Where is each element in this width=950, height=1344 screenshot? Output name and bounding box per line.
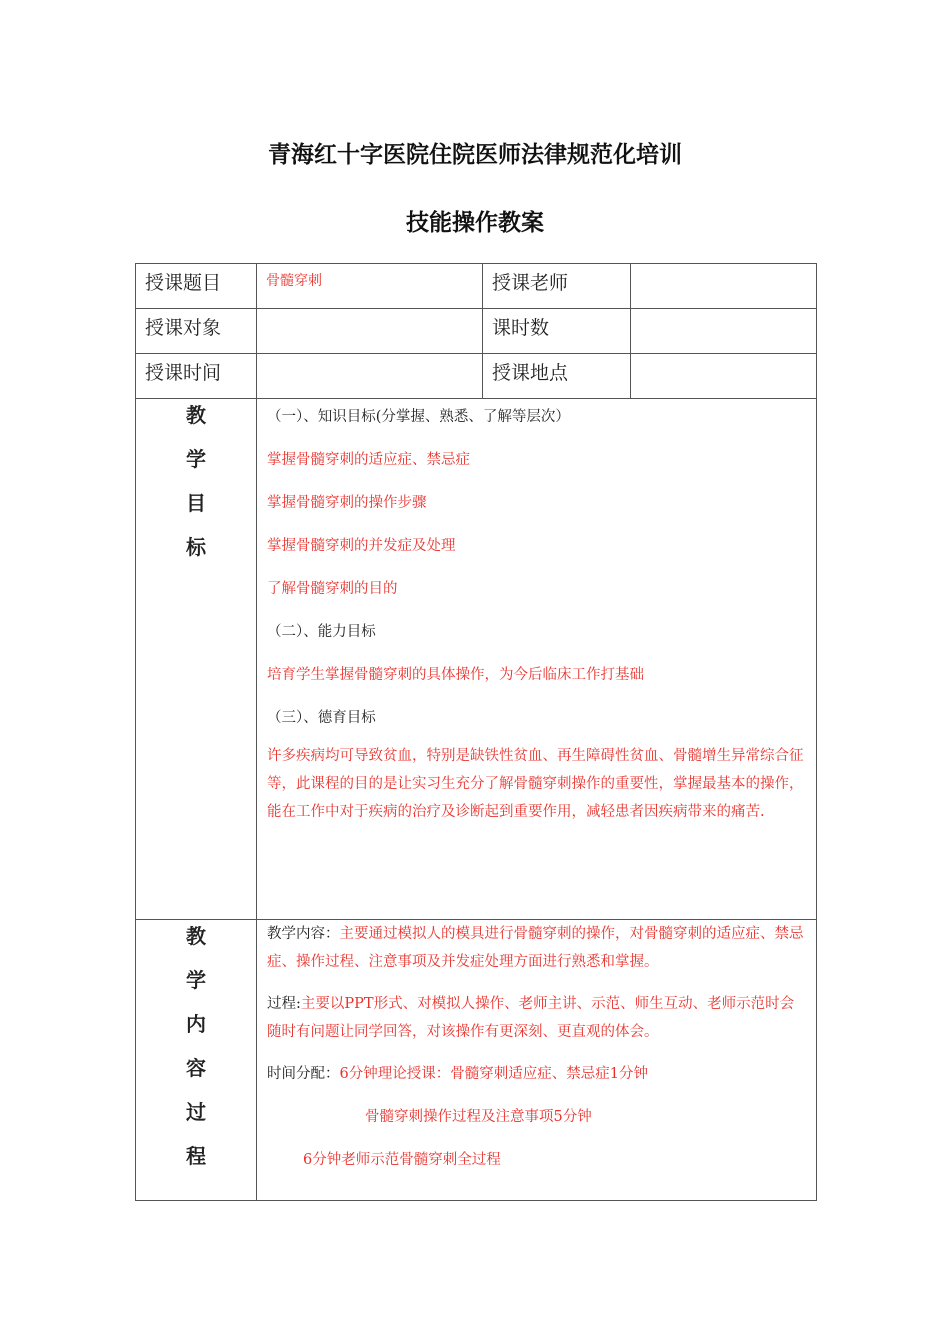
content-text: 主要通过模拟人的模具进行骨髓穿刺的操作，对骨髓穿刺的适应症、禁忌症、操作过程、注意事项及并发症处理方面进行熟悉和掌握。 — [267, 926, 804, 970]
process-text: 主要以PPT形式、对模拟人操作、老师主讲、示范、师生互动、老师示范时会随时有问题让同学回答，对该操作有更深刻、更直观的体会。 — [267, 996, 795, 1040]
content-row — [136, 920, 817, 1201]
knowledge-item: 掌握骨髓穿刺的并发症及处理 — [267, 538, 456, 554]
table-row — [136, 264, 817, 309]
side-char: 学 — [186, 447, 206, 471]
time-alloc-line: 骨髓穿刺操作过程及注意事项5分钟 — [365, 1109, 592, 1125]
teacher-value — [631, 264, 817, 309]
side-char: 内 — [186, 1012, 206, 1036]
objectives-content — [257, 399, 817, 920]
side-char: 容 — [186, 1056, 206, 1080]
table-row — [136, 309, 817, 354]
objectives-side-label — [136, 399, 257, 920]
process-paragraph — [267, 990, 806, 1046]
time-allocation — [267, 1060, 806, 1103]
knowledge-item: 掌握骨髓穿刺的适应症、禁忌症 — [267, 452, 470, 468]
hours-label: 课时数 — [483, 309, 631, 354]
side-char: 过 — [186, 1100, 206, 1124]
subject-value: 骨髓穿刺 — [257, 264, 483, 309]
teacher-label: 授课老师 — [483, 264, 631, 309]
side-char: 标 — [186, 535, 206, 559]
knowledge-item: 了解骨髓穿刺的目的 — [267, 581, 398, 597]
process-label: 过程: — [267, 996, 301, 1012]
audience-label: 授课对象 — [136, 309, 257, 354]
knowledge-heading: （一）、知识目标(分掌握、熟悉、了解等层次） — [267, 409, 570, 425]
side-char: 教 — [186, 924, 206, 948]
time-alloc-line: 6分钟老师示范骨髓穿刺全过程 — [303, 1152, 501, 1168]
subject-label: 授课题目 — [136, 264, 257, 309]
content-side-label — [136, 920, 257, 1201]
audience-value — [257, 309, 483, 354]
time-value — [257, 354, 483, 399]
table-row — [136, 354, 817, 399]
time-alloc-label: 时间分配： — [267, 1066, 340, 1082]
side-char: 目 — [186, 491, 206, 515]
ability-heading: （二）、能力目标 — [267, 624, 376, 640]
side-char: 教 — [186, 403, 206, 427]
place-value — [631, 354, 817, 399]
document-subtitle: 技能操作教案 — [406, 210, 544, 236]
place-label: 授课地点 — [483, 354, 631, 399]
time-alloc-line: 6分钟理论授课：骨髓穿刺适应症、禁忌症1分钟 — [339, 1066, 648, 1082]
process-content — [257, 920, 817, 1201]
document-title: 青海红十字医院住院医师法律规范化培训 — [268, 142, 682, 168]
content-label: 教学内容： — [267, 926, 340, 942]
moral-heading: （三）、德育目标 — [267, 710, 376, 726]
moral-text: 许多疾病均可导致贫血，特别是缺铁性贫血、再生障碍性贫血、骨髓增生异常综合征等，此课程的目的是让实习生充分了解骨髓穿刺操作的重要性，掌握最基本的操作，能在工作中对于疾病的治疗及诊断起到重要作用，减轻患者因疾病带来的痛苦. — [267, 748, 804, 820]
hours-value — [631, 309, 817, 354]
lesson-plan-table — [135, 263, 817, 1201]
objectives-row — [136, 399, 817, 920]
ability-text: 培育学生掌握骨髓穿刺的具体操作，为今后临床工作打基础 — [267, 667, 644, 683]
side-char: 学 — [186, 968, 206, 992]
side-char: 程 — [186, 1144, 206, 1168]
content-paragraph — [267, 920, 806, 976]
knowledge-item: 掌握骨髓穿刺的操作步骤 — [267, 495, 427, 511]
time-label: 授课时间 — [136, 354, 257, 399]
